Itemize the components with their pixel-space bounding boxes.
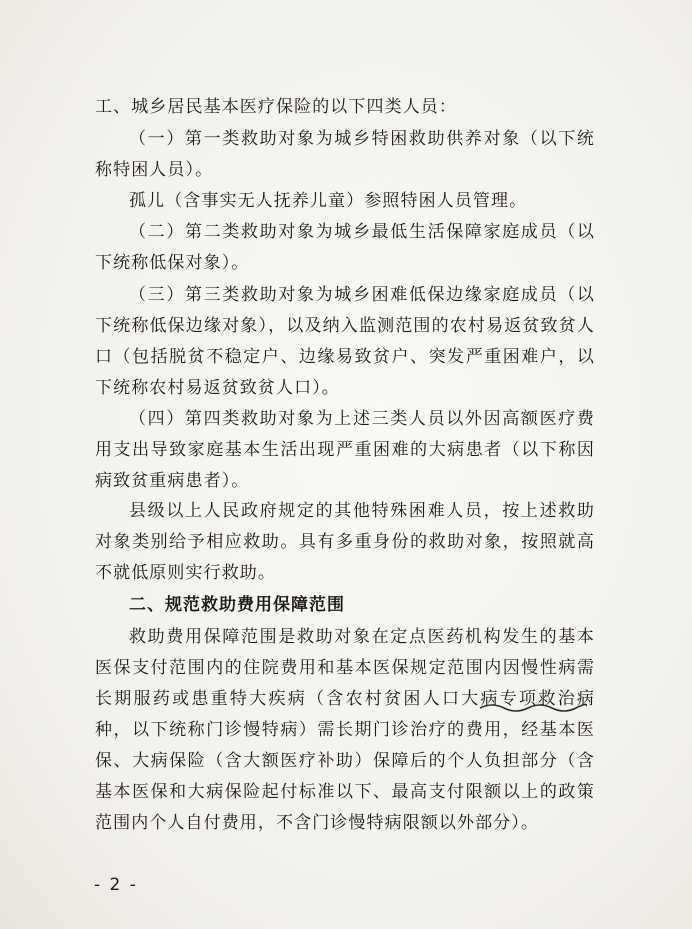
category-two-paragraph: （二）第二类救助对象为城乡最低生活保障家庭成员（以下统称低保对象）。 [95, 222, 595, 273]
coverage-scope-paragraph: 救助费用保障范围是救助对象在定点医药机构发生的基本医保支付范围内的住院费用和基本医保规定范围内因慢性病需长期服药或患重特大疾病（含农村贫困人口大病专项救治病种，以下统称门诊慢特病）需长期门诊治疗的费用，经基本医保、大病保险（含大额医疗补助）保障后的个人负担部分（含基本医保和大病保险起付标准以下、最高支付限额以上的政策范围内个人自付费用，不含门诊慢特病限额以外部分）。 [95, 627, 595, 833]
category-one-paragraph: （一）第一类救助对象为城乡特困救助供养对象（以下统称特困人员）。 [95, 129, 595, 180]
handwritten-underline-mark [478, 700, 588, 714]
category-four-paragraph: （四）第四类救助对象为上述三类人员以外因高额医疗费用支出导致家庭基本生活出现严重困难的大病患者（以下称因病致贫重病患者）。 [95, 409, 595, 491]
category-three-paragraph: （三）第三类救助对象为城乡困难低保边缘家庭成员（以下统称低保边缘对象），以及纳入监测范围的农村易返贫致贫人口（包括脱贫不稳定户、边缘易致贫户、突发严重困难户，以下统称农村易返贫致贫人口）。 [95, 285, 595, 398]
special-cases-paragraph: 县级以上人民政府规定的其他特殊困难人员，按上述救助对象类别给予相应救助。具有多重身份的救助对象，按照就高不就低原则实行救助。 [95, 501, 595, 583]
orphan-paragraph: 孤儿（含事实无人抚养儿童）参照特困人员管理。 [129, 191, 528, 211]
intro-paragraph: 工、城乡居民基本医疗保险的以下四类人员： [95, 97, 457, 117]
section-two-heading: 二、规范救助费用保障范围 [129, 595, 345, 615]
page-number: - 2 - [94, 875, 138, 895]
